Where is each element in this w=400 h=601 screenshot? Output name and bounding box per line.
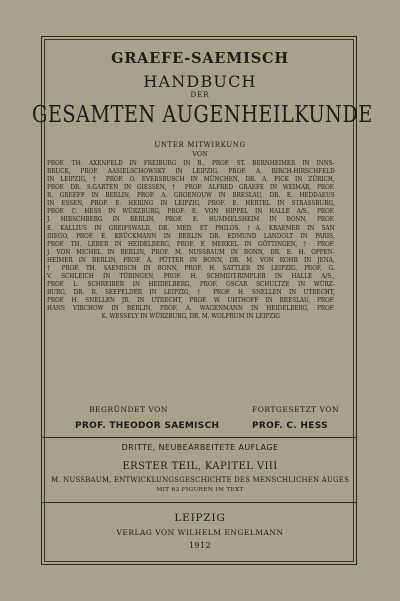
collaboration-label: UNTER MITWIRKUNG (154, 141, 246, 149)
contributor-line: HEIMER IN BERLIN, PROF. A. PÜTTER IN BONN, DR. M. VON ROHR IN JENA, (47, 256, 335, 264)
title-connector: DER (190, 91, 210, 99)
contributor-line: PROF. H. SNELLEN JR. IN UTRECHT, PROF. W. UHTHOFF IN BRESLAU, PROF. (47, 297, 335, 305)
contributor-line: IN LEIPZIG, † PROF. O. EVERSBUSCH IN MÜNCHEN, DR. A. FICK IN ZÜRICH, (47, 176, 335, 184)
contributor-line: PROF. L. SCHREIBER IN HEIDELBERG, PROF. OSCAR SCHULTZE IN WÜRZ- (47, 280, 335, 288)
contributor-line: E. KALLIUS IN GREIFSWALD, DR. MED. ET PHILOS. †A. KRAEMER IN SAN (47, 224, 335, 232)
title-line-1: HANDBUCH (143, 72, 257, 91)
volume-subject: M. NUSSBAUM, ENTWICKLUNGSGESCHICHTE DES MENSCHLICHEN AUGES (50, 475, 350, 484)
contributor-line: BRUCK, PROF. AASIELSCHOWSKY IN LEIPZIG, PROF. A. BIRCH-HIRSCHFELD (47, 168, 335, 176)
publisher-name: VERLAG VON WILHELM ENGELMANN (116, 528, 284, 537)
contributor-line: HANS VIRCHOW IN BERLIN, PROF. A. WAGENMANN IN HEIDELBERG, PROF. (47, 305, 335, 313)
contributor-line: PROF. TH. AXENFELD IN FREIBURG IN B., PROF. ST. BERNHEIMER IN INNS- (47, 160, 335, 167)
divider-rule (41, 502, 357, 503)
publication-year: 1912 (188, 541, 212, 550)
continued-label: FORTGESETZT VON (252, 405, 340, 414)
contributor-line: BURG, DR. R. SEEFELDER IN LEIPZIG, † PROF. H. SNELLEN IN UTRECHT, (47, 289, 335, 296)
figures-note: MIT 63 FIGUREN IM TEXT (156, 487, 244, 493)
founded-label: BEGRÜNDET VON (89, 405, 168, 414)
contributor-line: R. GREEFF IN BERLIN, PROF. A. GROENOUW IN BRESLAU, DR. E. HEDDAEUS (47, 192, 335, 200)
contributor-line: † PROF. TH. SAEMISCH IN BONN, PROF. H. SATTLER IN LEIPZIG, PROF. G. (47, 264, 335, 272)
contributor-line: PROF. DR. S.GARTEN IN GIESSEN, † PROF. ALFRED GRAEFE IN WEIMAR, PROF. (47, 184, 335, 192)
edition-label: DRITTE, NEUBEARBEITETE AUFLAGE (121, 443, 279, 452)
founder-name: PROF. THEODOR SAEMISCH (75, 421, 220, 431)
series-title: GRAEFE-SAEMISCH (111, 50, 289, 67)
contributor-line: J. VON MICHEL IN BERLIN, PROF. M. NUSSBAUM IN BONN, DR. E. H. OPPEN- (47, 248, 335, 256)
contributor-line: J. HIRSCHBERG IN BERLIN, PROF. E. HUMMELSHEIM IN BONN, PROF. (47, 216, 335, 224)
contributor-line: DIEGO, PROF. E. KRÜCKMANN IN BERLIN DR. EDMUND LANDOLT IN PARIS, (47, 232, 335, 240)
contributor-line: V. SCHLEICH IN TÜBINGEN, PROF. H. SCHMIDT-RIMPLER IN HALLE A/S., (47, 272, 335, 280)
continuer-name: PROF. C. HESS (252, 421, 328, 431)
contributor-line: PROF. TH. LEBER IN HEIDELBERG, PROF. F. MERKEL IN GÖTTINGEN, † PROF. (47, 240, 335, 248)
divider-rule (41, 437, 357, 438)
publisher-city: LEIPZIG (174, 512, 226, 524)
contributor-line: IN ESSEN, PROF. E. HERING IN LEIPZIG, PROF. E. HERTEL IN STRASSBURG, (47, 200, 335, 208)
contributor-line: PROF. C. HESS IN WÜRZBURG, PROF. E. VON HIPPEL IN HALLE A/S., PROF. (47, 208, 335, 216)
contributor-line: K. WESSELY IN WÜRZBURG, DR. M. WOLFRUM IN LEIPZIG (101, 313, 280, 321)
part-chapter: ERSTER TEIL, KAPITEL VIII (122, 461, 278, 472)
contributors-list (47, 160, 335, 321)
collaboration-von: VON (192, 150, 208, 158)
title-line-2: GESAMTEN AUGENHEILKUNDE (32, 102, 373, 128)
